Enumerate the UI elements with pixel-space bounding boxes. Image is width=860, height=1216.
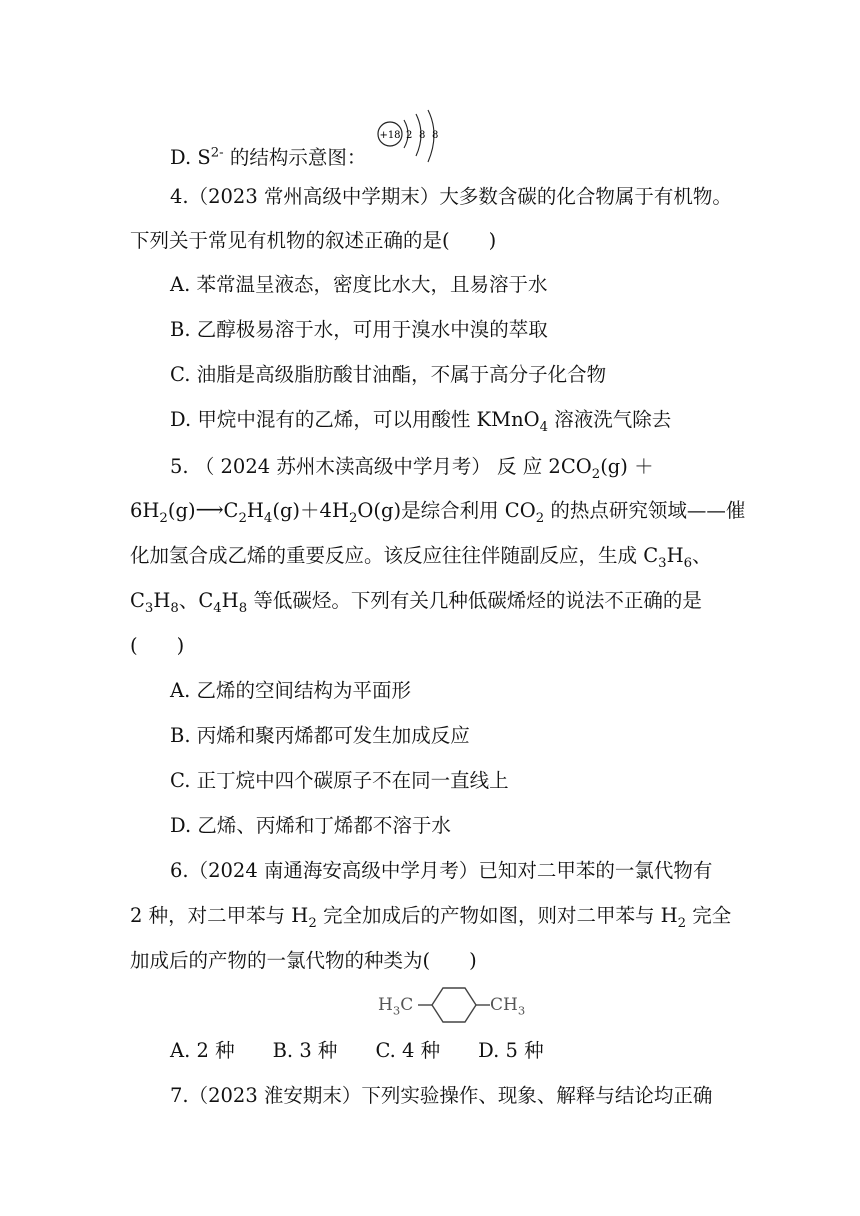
q5-option-d: D. 乙烯、丙烯和丁烯都不溶于水: [170, 814, 451, 837]
q5-line2: $6H_2(g)⟶C_2H_4(g)+4H_2O(g)$是综合利用 $CO_2$ 的热点研究领域——催: [130, 498, 746, 526]
q6-option-b: B. 3 种: [272, 1039, 338, 1062]
q5-option-b: B. 丙烯和聚丙烯都可发生加成反应: [170, 724, 470, 747]
shell-electrons-3: 8: [432, 130, 439, 141]
q5-line5: ( ): [130, 634, 185, 657]
q5-line3: 化加氢合成乙烯的重要反应。该反应往往伴随副反应，生成 $C_3H_6$、: [130, 544, 712, 571]
q6-line3: 加成后的产物的一氯代物的种类为( ): [130, 949, 477, 972]
q4-line1: 4.（2023 常州高级中学期末）大多数含碳的化合物属于有机物。: [170, 185, 732, 208]
q7-line1: 7.（2023 淮安期末）下列实验操作、现象、解释与结论均正确: [170, 1084, 713, 1107]
q5-option-c: C. 正丁烷中四个碳原子不在同一直线上: [170, 769, 509, 792]
q6-option-d: D. 5 种: [478, 1039, 544, 1062]
shell-electrons-2: 8: [419, 130, 426, 141]
q3-option-d: D. $S^{2-}$ 的结构示意图：: [170, 145, 367, 169]
cyclohexane-ring: [418, 984, 490, 1028]
q5-option-a: A. 乙烯的空间结构为平面形: [170, 679, 411, 702]
q4-option-b: B. 乙醇极易溶于水，可用于溴水中溴的萃取: [170, 318, 548, 341]
q6-line1: 6.（2024 南通海安高级中学月考）已知对二甲苯的一氯代物有: [170, 859, 713, 882]
q4-option-a: A. 苯常温呈液态，密度比水大，且易溶于水: [170, 273, 548, 296]
structure-right-group: $CH_3$: [490, 995, 526, 1018]
nucleus-charge: +18: [379, 130, 401, 141]
q6-option-c: C. 4 种: [375, 1039, 441, 1062]
structure-left-group: $H_3C$: [378, 995, 414, 1018]
q6-option-a: A. 2 种: [170, 1039, 235, 1062]
q5-line1: 5. （ 2024 苏州木渎高级中学月考） 反 应 $2CO_2(g)$ ＋: [170, 455, 654, 482]
q6-line2: 2 种，对二甲苯与 $H_2$ 完全加成后的产物如图，则对二甲苯与 $H_2$ 完全: [130, 904, 732, 931]
q6-options: [170, 1037, 582, 1065]
q4-option-d: D. 甲烷中混有的乙烯，可以用酸性 KMnO$_4$ 溶液洗气除去: [170, 408, 672, 435]
q4-line2: 下列关于常见有机物的叙述正确的是( ): [130, 229, 497, 252]
shell-electrons-1: 2: [406, 130, 413, 141]
q4-option-c: C. 油脂是高级脂肪酸甘油酯，不属于高分子化合物: [170, 363, 607, 386]
s2-structure-diagram: [376, 108, 456, 166]
q5-line4: $C_3H_8$、$C_4H_8$ 等低碳烃。下列有关几种低碳烯烃的说法不正确的是: [130, 589, 702, 616]
